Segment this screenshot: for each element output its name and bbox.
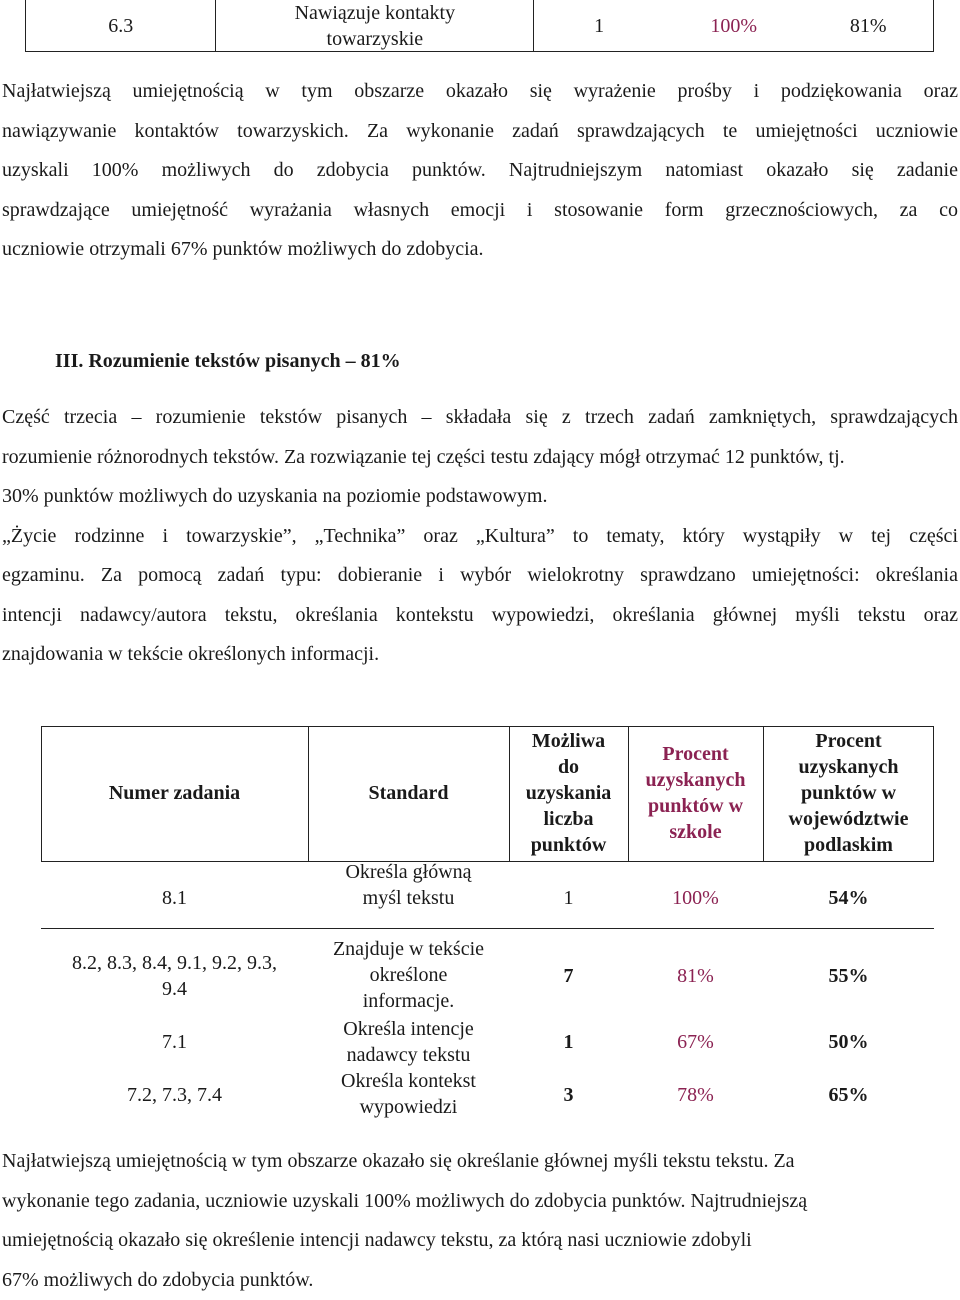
row-task-number: 7.1 [41, 1029, 308, 1055]
row-region-percent: 55% [763, 963, 934, 989]
standard-cell: Nawiązuje kontakty towarzyskie [216, 0, 534, 51]
section-description [2, 398, 958, 675]
header-max-points: Możliwa do uzyskania liczba punktów [509, 728, 628, 858]
row-school-percent: 100% [628, 885, 763, 911]
summary-paragraph-3 [2, 1142, 958, 1300]
region-percent-cell: 81% [803, 0, 933, 51]
header-region-percent: Procent uzyskanych punktów w województwie podlaskim [763, 728, 934, 858]
text-line: znajdowania w tekście określonych informacji. [2, 635, 958, 675]
header-task-number: Numer zadania [41, 780, 308, 806]
school-percent-cell: 100% [664, 0, 804, 51]
row-max-points: 3 [509, 1082, 628, 1108]
section-heading: III. Rozumienie tekstów pisanych – 81% [55, 350, 401, 373]
text-line: sprawdzające umiejętność wyrażania własnych emocji i stosowanie form grzecznościowych, za co [2, 191, 958, 231]
row-max-points: 7 [509, 963, 628, 989]
text-line: „Życie rodzinne i towarzyskie”, „Technika” oraz „Kultura” to tematy, który wystąpiły w tej części [2, 517, 958, 557]
row-region-percent: 54% [763, 885, 934, 911]
text-line: rozumienie różnorodnych tekstów. Za rozwiązanie tej części testu zdający mógł otrzymać 12 punktów, tj. [2, 438, 958, 478]
row-task-number: 8.1 [41, 885, 308, 911]
row-task-number: 8.2, 8.3, 8.4, 9.1, 9.2, 9.3, 9.4 [41, 950, 308, 1002]
row-standard: Znajduje w tekście określone informacje. [308, 936, 509, 1014]
text-line: umiejętnością okazało się określenie intencji nadawcy tekstu, za którą nasi uczniowie zdobyli [2, 1221, 958, 1261]
text-line: nawiązywanie kontaktów towarzyskich. Za wykonanie zadań sprawdzających te umiejętności uczniowie [2, 112, 958, 152]
row-school-percent: 81% [628, 963, 763, 989]
row-task-number: 7.2, 7.3, 7.4 [41, 1082, 308, 1108]
row-standard: Określa główną myśl tekstu [308, 859, 509, 911]
row-max-points: 1 [509, 885, 628, 911]
text-line: wykonanie tego zadania, uczniowie uzyskali 100% możliwych do zdobycia punktów. Najtrudniejszą [2, 1182, 958, 1222]
row-school-percent: 78% [628, 1082, 763, 1108]
text-line: uczniowie otrzymali 67% punktów możliwych do zdobycia. [2, 230, 958, 270]
text-line: Najłatwiejszą umiejętnością w tym obszarze okazało się określanie głównej myśli tekstu tekstu. Za [2, 1142, 958, 1182]
header-standard: Standard [308, 780, 509, 806]
text-line: 67% możliwych do zdobycia punktów. [2, 1261, 958, 1300]
row-divider [41, 928, 934, 929]
text-line: Najłatwiejszą umiejętnością w tym obszarze okazało się wyrażenie prośby i podziękowania oraz [2, 72, 958, 112]
row-standard: Określa intencje nadawcy tekstu [308, 1016, 509, 1068]
row-region-percent: 50% [763, 1029, 934, 1055]
max-points-cell: 1 [534, 0, 664, 51]
header-school-percent: Procent uzyskanych punktów w szkole [628, 741, 763, 845]
row-school-percent: 67% [628, 1029, 763, 1055]
previous-table-row [25, 0, 934, 52]
row-region-percent: 65% [763, 1082, 934, 1108]
text-line: intencji nadawcy/autora tekstu, określania kontekstu wypowiedzi, określania głównej myśli tekstu oraz [2, 596, 958, 636]
text-line: egzaminu. Za pomocą zadań typu: dobieranie i wybór wielokrotny sprawdzano umiejętności: określania [2, 556, 958, 596]
text-line: uzyskali 100% możliwych do zdobycia punktów. Najtrudniejszym natomiast okazało się zadanie [2, 151, 958, 191]
row-max-points: 1 [509, 1029, 628, 1055]
text-line: 30% punktów możliwych do uzyskania na poziomie podstawowym. [2, 477, 958, 517]
task-number-cell: 6.3 [26, 0, 216, 51]
summary-paragraph-1 [2, 72, 958, 270]
text-line: Część trzecia – rozumienie tekstów pisanych – składała się z trzech zadań zamkniętych, sprawdzających [2, 398, 958, 438]
row-standard: Określa kontekst wypowiedzi [308, 1068, 509, 1120]
